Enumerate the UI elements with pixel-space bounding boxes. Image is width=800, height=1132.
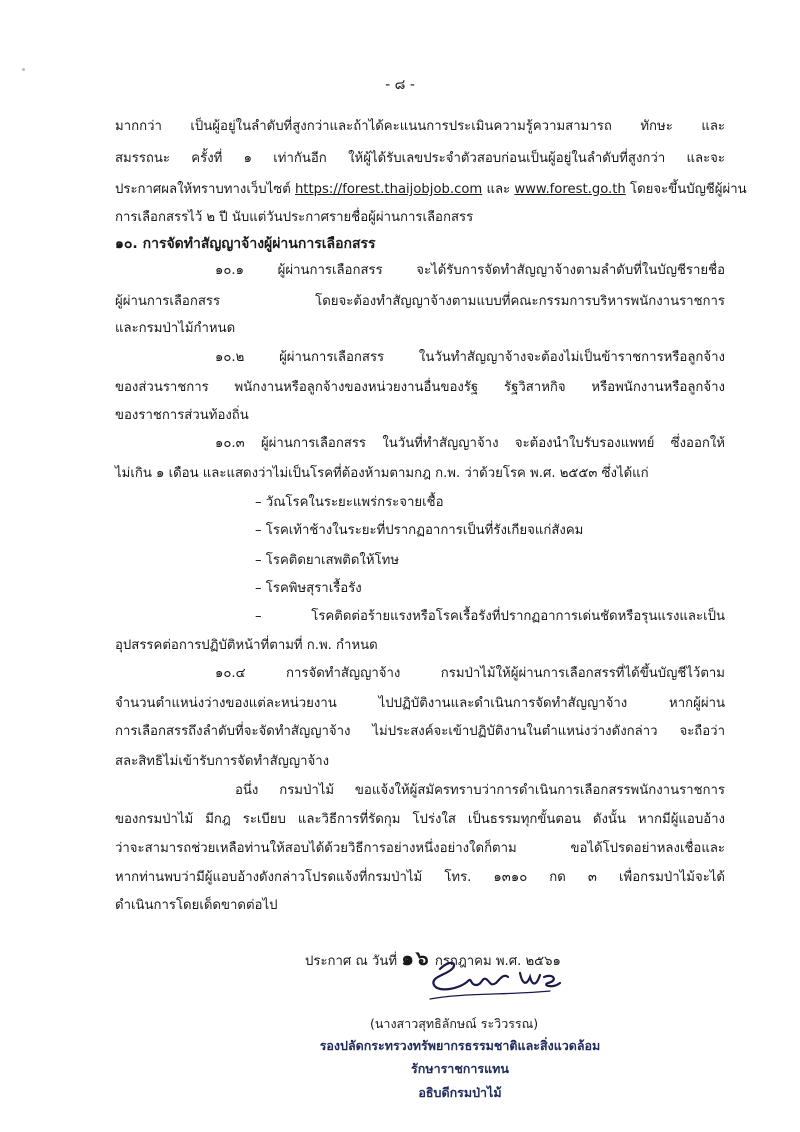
- disease-item: – โรคติดยาเสพติดให้โทษ: [255, 553, 400, 568]
- signer-name: (นางสาวสุทธิลักษณ์ ระวิวรรณ): [370, 1016, 539, 1031]
- s10-4-line: ๑๐.๔ การจัดทำสัญญาจ้าง กรมป่าไม้ให้ผู้ผ่านการเลือกสรรที่ได้ขึ้นบัญชีไว้ตาม: [215, 666, 725, 681]
- signer-title: รักษาราชการแทน: [411, 1061, 509, 1076]
- disease-item: – โรคพิษสุราเรื้อรัง: [255, 581, 362, 596]
- link-forest-thaijobjob[interactable]: https://forest.thaijobjob.com: [294, 182, 483, 197]
- notice-line: ของกรมป่าไม้ มีกฎ ระเบียบ และวิธีการที่รัดกุม โปร่งใส เป็นธรรมทุกขั้นตอน ดังนั้น หากมีผู้แอบอ้าง: [115, 812, 725, 827]
- notice-line: ดำเนินการโดยเด็ดขาดต่อไป: [115, 898, 278, 913]
- scan-speck: [22, 68, 25, 71]
- s10-2-line: ของส่วนราชการ พนักงานหรือลูกจ้างของหน่วยงานอื่นของรัฐ รัฐวิสาหกิจ หรือพนักงานหรือลูกจ้าง: [115, 380, 725, 395]
- s10-3-line: ไม่เกิน ๑ เดือน และแสดงว่าไม่เป็นโรคที่ต้องห้ามตามกฎ ก.พ. ว่าด้วยโรค พ.ศ. ๒๕๕๓ ซึ่งได้แก่: [115, 466, 649, 481]
- date-prefix: ประกาศ ณ วันที่: [305, 954, 398, 969]
- para1-line: สมรรถนะ ครั้งที่ ๑ เท่ากันอีก ให้ผู้ได้รับเลขประจำตัวสอบก่อนเป็นผู้อยู่ในลำดับที่สูงกว่า และจะ: [115, 151, 725, 166]
- s10-4-line: การเลือกสรรถึงลำดับที่จะจัดทำสัญญาจ้าง ไม่ประสงค์จะเข้าปฏิบัติงานในตำแหน่งว่างดังกล่าว จะถือว่า: [115, 724, 725, 739]
- para1-line: มากกว่า เป็นผู้อยู่ในลำดับที่สูงกว่าและถ้าได้คะแนนการประเมินความรู้ความสามารถ ทักษะ และ: [115, 119, 725, 134]
- notice-line: ว่าจะสามารถช่วยเหลือท่านให้สอบได้ด้วยวิธีการอย่างหนึ่งอย่างใดก็ตาม ขอได้โปรดอย่าหลงเชื่อและ: [115, 841, 725, 856]
- s10-2-line: ของราชการส่วนท้องถิ่น: [115, 408, 249, 423]
- signer-title: อธิบดีกรมป่าไม้: [418, 1085, 502, 1100]
- disease-item-cont: อุปสรรคต่อการปฏิบัติหน้าที่ตามที่ ก.พ. กำหนด: [115, 638, 378, 653]
- disease-item: – วัณโรคในระยะแพร่กระจายเชื้อ: [255, 495, 444, 510]
- notice-line: หากท่านพบว่ามีผู้แอบอ้างดังกล่าวโปรดแจ้งที่กรมป่าไม้ โทร. ๑๓๑๐ กด ๓ เพื่อกรมป่าไม้จะได้: [115, 870, 725, 885]
- notice-line: อนึ่ง กรมป่าไม้ ขอแจ้งให้ผู้สมัครทราบว่าการดำเนินการเลือกสรรพนักงานราชการ: [235, 783, 725, 798]
- text: โดยจะขึ้นบัญชีผู้ผ่าน: [625, 182, 747, 197]
- signer-title: รองปลัดกระทรวงทรัพยากรธรรมชาติและสิ่งแวดล้อม: [319, 1038, 601, 1053]
- date-day: ๑๖: [401, 946, 431, 970]
- s10-2-line: ๑๐.๒ ผู้ผ่านการเลือกสรร ในวันทำสัญญาจ้างจะต้องไม่เป็นข้าราชการหรือลูกจ้าง: [215, 350, 725, 365]
- para1-line: การเลือกสรรไว้ ๒ ปี นับแต่วันประกาศรายชื่อผู้ผ่านการเลือกสรร: [115, 210, 474, 225]
- date-suffix: กรกฎาคม พ.ศ. ๒๕๖๑: [434, 954, 561, 969]
- para1-line-urls: [115, 180, 747, 200]
- page-number: - ๘ -: [385, 77, 415, 93]
- s10-4-line: จำนวนตำแหน่งว่างของแต่ละหน่วยงาน ไปปฏิบัติงานและดำเนินการจัดทำสัญญาจ้าง หากผู้ผ่าน: [115, 696, 725, 711]
- link-forest-go-th[interactable]: www.forest.go.th: [514, 182, 626, 197]
- s10-1-line: และกรมป่าไม้กำหนด: [115, 321, 236, 336]
- disease-item: – โรคติดต่อร้ายแรงหรือโรคเรื้อรังที่ปรากฏอาการเด่นชัดหรือรุนแรงและเป็น: [255, 609, 725, 624]
- s10-1-line: ๑๐.๑ ผู้ผ่านการเลือกสรร จะได้รับการจัดทำสัญญาจ้างตามลำดับที่ในบัญชีรายชื่อ: [215, 263, 725, 278]
- s10-1-line: ผู้ผ่านการเลือกสรร โดยจะต้องทำสัญญาจ้างตามแบบที่คณะกรรมการบริหารพนักงานราชการ: [115, 294, 725, 309]
- section-heading: ๑๐. การจัดทำสัญญาจ้างผู้ผ่านการเลือกสรร: [115, 236, 376, 252]
- handwritten-signature: [420, 955, 570, 1000]
- s10-4-line: สละสิทธิไม่เข้ารับการจัดทำสัญญาจ้าง: [115, 754, 330, 769]
- text: ประกาศผลให้ทราบทางเว็บไซต์: [115, 182, 295, 197]
- disease-item: – โรคเท้าช้างในระยะที่ปรากฏอาการเป็นที่รังเกียจแก่สังคม: [255, 523, 584, 538]
- s10-3-line: ๑๐.๓ ผู้ผ่านการเลือกสรร ในวันที่ทำสัญญาจ้าง จะต้องนำใบรับรองแพทย์ ซึ่งออกให้: [215, 436, 725, 451]
- text: และ: [482, 182, 515, 197]
